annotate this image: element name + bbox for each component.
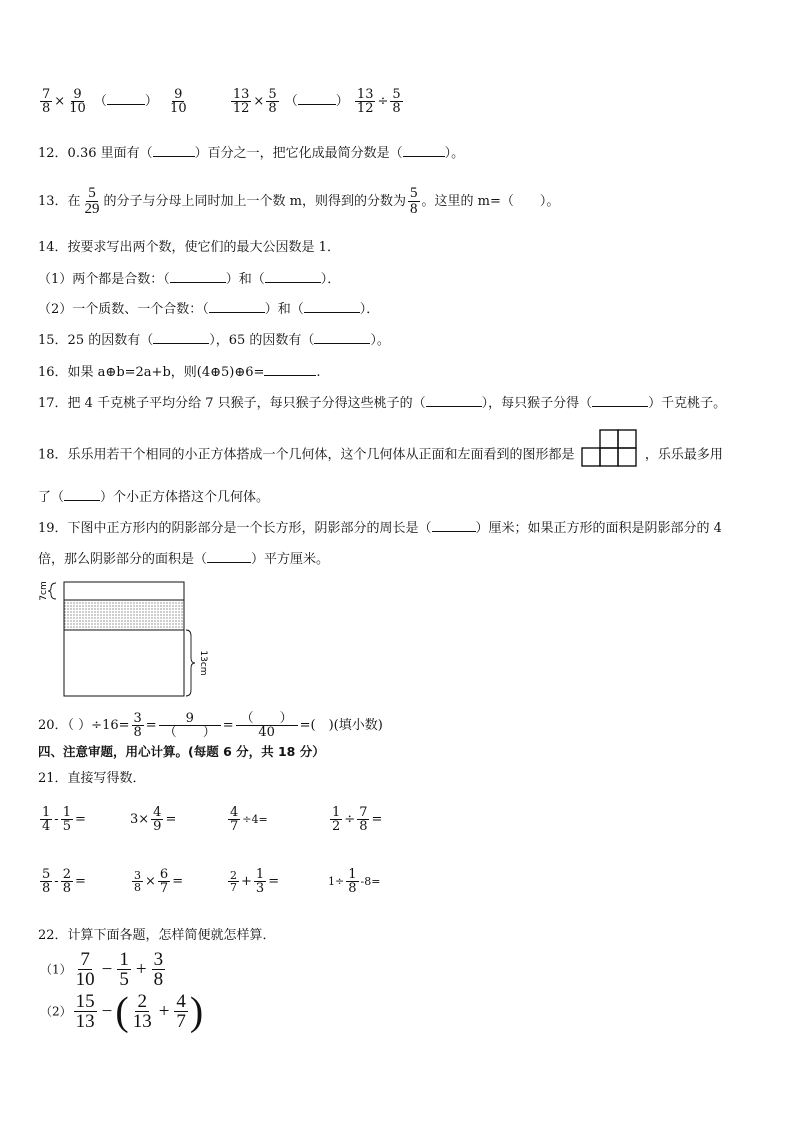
question-19 bbox=[38, 521, 722, 537]
denominator: 8 bbox=[410, 201, 418, 217]
denominator: 8 bbox=[153, 969, 164, 990]
denominator: 5 bbox=[62, 819, 71, 834]
equals: = bbox=[371, 812, 383, 827]
paren-close: ) bbox=[189, 988, 204, 1034]
numerator: 4 bbox=[153, 805, 162, 820]
denominator: 8 bbox=[392, 101, 401, 116]
denominator: 7 bbox=[176, 1011, 186, 1032]
numerator: 3 bbox=[134, 869, 141, 882]
fraction bbox=[228, 806, 240, 833]
paren-open: ( bbox=[115, 988, 129, 1034]
fraction bbox=[357, 806, 369, 833]
denominator: 29 bbox=[84, 201, 100, 217]
q15-text: 15．25 的因数有（ bbox=[38, 333, 154, 348]
fraction bbox=[390, 88, 402, 115]
fraction bbox=[254, 868, 266, 895]
calc-item bbox=[226, 868, 279, 895]
q15-text: ），65 的因数有（ bbox=[209, 333, 315, 348]
numerator: 1 bbox=[62, 805, 71, 820]
q19-text: ）厘米；如果正方形的面积是阴影部分的 4 bbox=[475, 521, 722, 536]
fraction bbox=[151, 806, 163, 833]
denominator: 8 bbox=[359, 819, 368, 834]
q14-text: ）． bbox=[359, 302, 380, 317]
operator: + bbox=[135, 958, 147, 980]
q14-text: （2）一个质数、一个合数：（ bbox=[38, 302, 209, 317]
numerator: 2 bbox=[62, 867, 71, 882]
calc-item bbox=[38, 806, 86, 833]
answer-blank[interactable] bbox=[153, 343, 209, 344]
numerator: 5 bbox=[392, 87, 401, 102]
numerator: 9 bbox=[174, 87, 183, 102]
numerator: 1 bbox=[255, 867, 265, 882]
q13-text: 。这里的 m=（ ）。 bbox=[421, 194, 560, 209]
denominator: 4 bbox=[42, 819, 51, 834]
fraction bbox=[236, 712, 298, 739]
denominator: 8 bbox=[134, 881, 141, 894]
question-17 bbox=[38, 396, 726, 412]
q13-text: 13．在 bbox=[38, 194, 81, 209]
equals: = bbox=[172, 874, 184, 889]
numerator: 4 bbox=[230, 805, 239, 820]
denominator: 40 bbox=[258, 725, 275, 740]
denominator: 9 bbox=[153, 819, 162, 834]
question-14-part1 bbox=[38, 272, 340, 288]
q14-text: （1）两个都是合数：（ bbox=[38, 272, 170, 287]
q12-text: 12．0.36 里面有（ bbox=[38, 146, 153, 161]
answer-blank[interactable] bbox=[207, 562, 251, 563]
brace-7cm bbox=[48, 583, 56, 599]
operator: × bbox=[54, 94, 66, 109]
numerator: 1 bbox=[119, 949, 129, 970]
operator: ÷ bbox=[377, 94, 389, 109]
answer-blank[interactable] bbox=[432, 531, 476, 532]
brace-13cm bbox=[186, 630, 195, 696]
q19-text: 19．下图中正方形内的阴影部分是一个长方形，阴影部分的周长是（ bbox=[38, 521, 432, 536]
numerator-blank[interactable]: （ ） bbox=[236, 712, 298, 726]
fraction bbox=[228, 870, 239, 893]
denominator: 7 bbox=[230, 819, 239, 834]
question-19-line2 bbox=[38, 552, 329, 568]
operator: − bbox=[101, 1000, 113, 1022]
fraction bbox=[40, 868, 52, 895]
answer-blank[interactable] bbox=[209, 312, 265, 313]
operand: 3× bbox=[130, 812, 150, 827]
fraction bbox=[40, 806, 52, 833]
question-14-part2 bbox=[38, 302, 379, 318]
calc-item bbox=[226, 806, 268, 833]
numerator: 15 bbox=[75, 991, 95, 1012]
denominator: 13 bbox=[132, 1011, 152, 1032]
q12-text: ）百分之一，把它化成最简分数是（ bbox=[194, 146, 403, 161]
denominator: 10 bbox=[75, 969, 95, 990]
fraction bbox=[61, 806, 73, 833]
item-label: （1） bbox=[40, 962, 72, 977]
numerator: 13 bbox=[232, 87, 250, 102]
numerator: 5 bbox=[42, 867, 51, 882]
numerator: 5 bbox=[410, 185, 418, 201]
numerator: 1 bbox=[348, 867, 357, 882]
answer-blank[interactable] bbox=[304, 312, 360, 313]
fraction bbox=[355, 88, 376, 115]
q15-text: ）。 bbox=[370, 333, 390, 348]
numerator: 5 bbox=[88, 185, 96, 201]
item-label: （2） bbox=[40, 1004, 72, 1019]
q14-text: ）和（ bbox=[264, 302, 304, 317]
answer-blank[interactable] bbox=[592, 406, 648, 407]
fraction bbox=[330, 806, 342, 833]
q12-text: ）。 bbox=[444, 146, 465, 161]
operator: - bbox=[54, 812, 59, 827]
calc-item bbox=[328, 806, 382, 833]
numerator: 4 bbox=[176, 991, 186, 1012]
fraction bbox=[74, 992, 97, 1031]
q19-text: 倍，那么阴影部分的面积是（ bbox=[38, 552, 208, 567]
fraction bbox=[131, 992, 154, 1031]
numerator: 7 bbox=[80, 949, 90, 970]
q16-text: 16．如果 a⊕b=2a+b，则(4⊕5)⊕6= bbox=[38, 365, 265, 380]
numerator: 13 bbox=[356, 87, 374, 102]
label-13cm: 13cm bbox=[198, 650, 208, 676]
calc-item bbox=[130, 806, 176, 833]
fraction bbox=[158, 868, 170, 895]
equals: = bbox=[165, 812, 177, 827]
q17-text: ），每只猴子分得（ bbox=[481, 396, 593, 411]
answer-blank[interactable] bbox=[264, 375, 316, 376]
answer-blank[interactable] bbox=[265, 282, 321, 283]
numerator: 1 bbox=[42, 805, 51, 820]
expression-1 bbox=[40, 950, 167, 989]
fraction bbox=[117, 950, 131, 989]
q17-text: 17．把 4 千克桃子平均分给 7 只猴子，每只猴子分得这些桃子的（ bbox=[38, 396, 426, 411]
answer-blank[interactable] bbox=[298, 104, 336, 105]
shaded-rectangle bbox=[64, 600, 184, 630]
q14-text: ）． bbox=[320, 272, 341, 287]
operator: × bbox=[145, 874, 156, 889]
calc-item bbox=[130, 868, 183, 895]
question-22-title: 22．计算下面各题，怎样简便就怎样算． bbox=[38, 928, 276, 943]
answer-blank[interactable] bbox=[170, 282, 226, 283]
fraction bbox=[132, 870, 143, 893]
operand: 1÷ bbox=[328, 875, 345, 888]
fraction bbox=[346, 868, 358, 895]
denominator: 8 bbox=[348, 881, 357, 896]
q18-text: ）个小正方体搭这个几何体。 bbox=[100, 490, 270, 505]
equals: = bbox=[222, 718, 234, 733]
q11-row bbox=[38, 88, 405, 115]
numerator: 7 bbox=[42, 87, 51, 102]
answer-blank[interactable] bbox=[64, 500, 100, 501]
denominator: 8 bbox=[42, 101, 51, 116]
fraction bbox=[67, 88, 88, 115]
answer-blank[interactable] bbox=[426, 406, 482, 407]
operator: ÷ bbox=[344, 812, 356, 827]
q20-text: 20．（ ）÷16= bbox=[38, 718, 130, 733]
q14-text: ）和（ bbox=[225, 272, 265, 287]
q19-text: ）平方厘米。 bbox=[251, 552, 330, 567]
denominator: 2 bbox=[332, 819, 341, 834]
paren-open: （ bbox=[93, 94, 107, 109]
numerator: 3 bbox=[153, 949, 164, 970]
expression-2 bbox=[40, 988, 204, 1034]
label-7cm: 7cm bbox=[39, 581, 49, 601]
fraction bbox=[40, 88, 52, 115]
fraction bbox=[159, 712, 221, 739]
fraction bbox=[408, 186, 420, 217]
question-16 bbox=[38, 365, 321, 381]
fraction bbox=[132, 712, 144, 739]
numerator: 9 bbox=[73, 87, 82, 102]
denominator: 8 bbox=[268, 101, 277, 116]
denominator: 12 bbox=[356, 101, 374, 116]
equals: = bbox=[145, 718, 157, 733]
calc-item bbox=[328, 868, 380, 895]
question-21-title: 21．直接写得数． bbox=[38, 771, 146, 786]
cube-view-figure bbox=[581, 429, 639, 467]
answer-blank[interactable] bbox=[107, 104, 145, 105]
denominator: 8 bbox=[42, 881, 51, 896]
fraction bbox=[152, 950, 166, 989]
answer-blank[interactable] bbox=[314, 343, 370, 344]
fraction bbox=[266, 88, 278, 115]
numerator: 2 bbox=[230, 869, 237, 882]
operand: -8= bbox=[360, 875, 381, 888]
fraction bbox=[168, 88, 189, 115]
denominator: 13 bbox=[75, 1011, 95, 1032]
question-18-line2 bbox=[38, 490, 269, 506]
operand: ÷4= bbox=[242, 813, 268, 826]
numerator: 2 bbox=[137, 991, 147, 1012]
operator: + bbox=[241, 874, 252, 889]
equals: = bbox=[74, 812, 86, 827]
paren-close: ） bbox=[144, 94, 158, 109]
q18-text: 了（ bbox=[38, 490, 65, 505]
fraction bbox=[231, 88, 252, 115]
numerator: 5 bbox=[268, 87, 277, 102]
fraction bbox=[83, 186, 102, 217]
operator: − bbox=[101, 958, 113, 980]
denominator-blank[interactable]: （ ） bbox=[163, 725, 216, 740]
numerator: 3 bbox=[133, 711, 142, 726]
numerator: 1 bbox=[332, 805, 341, 820]
question-12 bbox=[38, 146, 464, 162]
square-outline bbox=[64, 582, 184, 696]
section-4-heading: 四、注意审题，用心计算。(每题 6 分，共 18 分） bbox=[38, 744, 325, 759]
question-20 bbox=[38, 712, 383, 739]
denominator: 10 bbox=[69, 101, 86, 116]
question-18 bbox=[38, 443, 723, 467]
operator: + bbox=[158, 1000, 170, 1022]
numerator: 9 bbox=[159, 712, 221, 726]
paren-close: ） bbox=[335, 94, 349, 109]
operator: × bbox=[253, 94, 265, 109]
denominator: 7 bbox=[159, 881, 169, 896]
denominator: 3 bbox=[255, 881, 265, 896]
denominator: 12 bbox=[232, 101, 250, 116]
denominator: 5 bbox=[119, 969, 129, 990]
q20-text: =( )(填小数) bbox=[299, 718, 383, 733]
q18-text: 18．乐乐用若干个相同的小正方体搭成一个几何体，这个几何体从正面和左面看到的图形都是 bbox=[38, 447, 575, 463]
square-diagram bbox=[34, 578, 224, 703]
fraction bbox=[61, 868, 73, 895]
operator: - bbox=[54, 874, 59, 889]
numerator: 6 bbox=[159, 867, 169, 882]
q17-text: ）千克桃子。 bbox=[648, 396, 727, 411]
question-14-title: 14．按要求写出两个数，使它们的最大公因数是 1． bbox=[38, 240, 340, 255]
denominator: 7 bbox=[230, 881, 237, 894]
paren-open: （ bbox=[284, 94, 298, 109]
question-15 bbox=[38, 333, 390, 349]
fraction bbox=[174, 992, 188, 1031]
equals: = bbox=[268, 874, 280, 889]
q16-text: . bbox=[316, 365, 321, 380]
answer-blank[interactable] bbox=[403, 156, 445, 157]
q13-text: 的分子与分母上同时加上一个数 m，则得到的分数为 bbox=[103, 194, 407, 209]
denominator: 8 bbox=[133, 725, 142, 740]
answer-blank[interactable] bbox=[153, 156, 195, 157]
question-13 bbox=[38, 186, 559, 217]
numerator: 7 bbox=[359, 805, 368, 820]
denominator: 10 bbox=[170, 101, 187, 116]
fraction bbox=[74, 950, 97, 989]
calc-item bbox=[38, 868, 86, 895]
equals: = bbox=[74, 874, 86, 889]
q18-text: ，乐乐最多用 bbox=[644, 447, 723, 463]
denominator: 8 bbox=[62, 881, 71, 896]
